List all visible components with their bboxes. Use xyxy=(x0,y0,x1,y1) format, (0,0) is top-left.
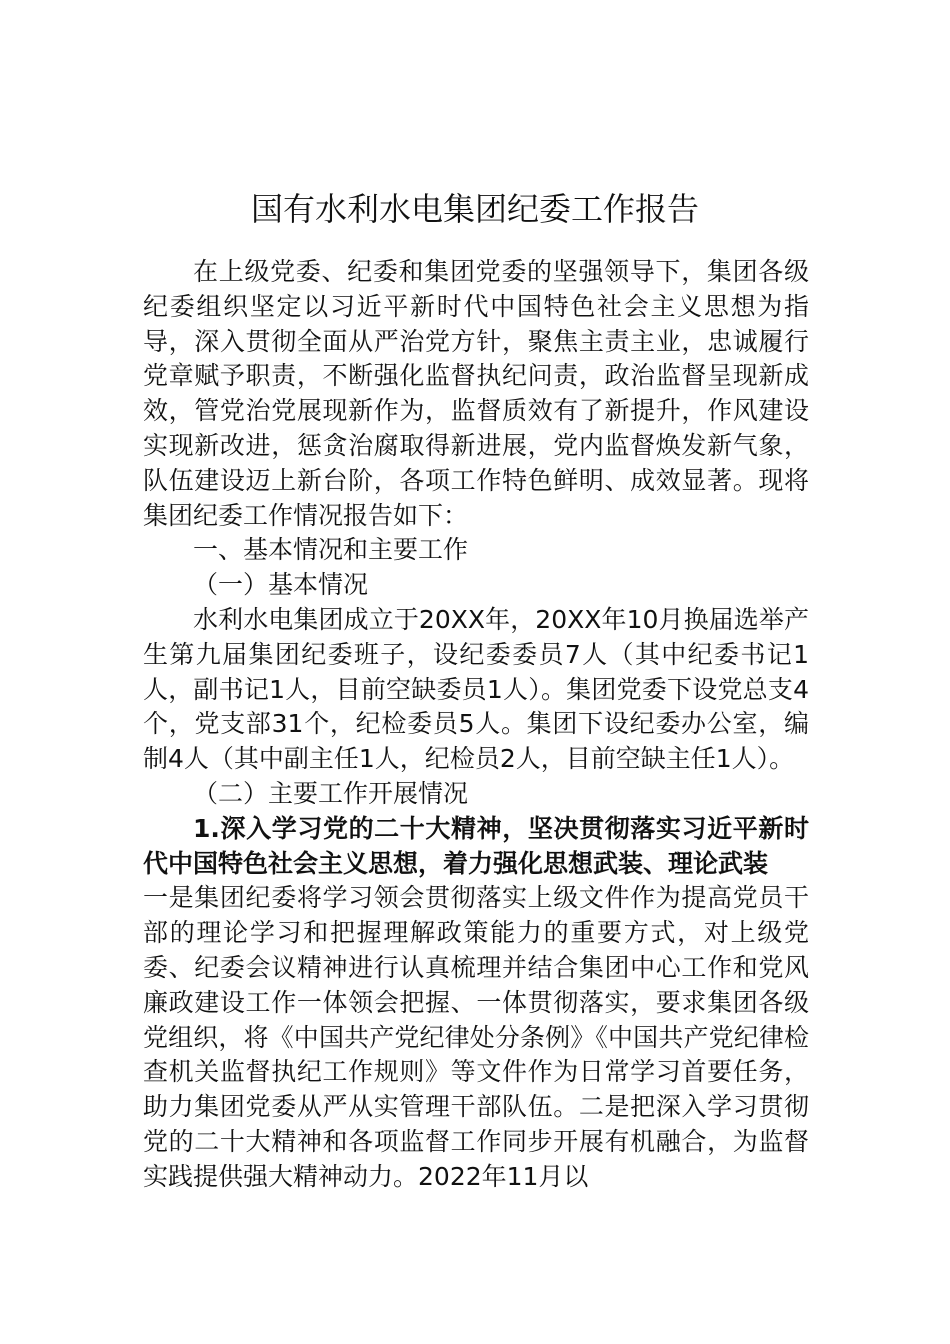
document-title: 国有水利水电集团纪委工作报告 xyxy=(250,190,699,229)
work-item-paragraph-1: 一是集团纪委将学习领会贯彻落实上级文件作为提高党员干部的理论学习和把握理解政策能力的重要方式，对上级党委、纪委会议精神进行认真梳理并结合集团中心工作和党风廉政建设工作一体领会把握、一体贯彻落实，要求集团各级党组织，将《中国共产党纪律处分条例》《中国共产党纪律检查机关监督执纪工作规则》等文件作为日常学习首要任务，助力集团党委从严从实管理干部队伍。二是把深入学习贯彻党的二十大精神和各项监督工作同步开展有机融合，为监督实践提供强大精神动力。2022年11月以 xyxy=(143,883,809,1191)
section-heading-1: 一、基本情况和主要工作 xyxy=(193,535,469,565)
basic-info-paragraph: 水利水电集团成立于20XX年，20XX年10月换届选举产生第九届集团纪委班子，设纪委委员7人（其中纪委书记1人，副书记1人，目前空缺委员1人）。集团党委下设党总支4个，党支部31个，纪检委员5人。集团下设纪委办公室，编制4人（其中副主任1人，纪检员2人，目前空缺主任1人）。 xyxy=(143,604,809,774)
subsection-heading-2: （二）主要工作开展情况 xyxy=(193,778,469,808)
work-item-heading-1: 1.深入学习党的二十大精神，坚决贯彻落实习近平新时代中国特色社会主义思想，着力强化思想武装、理论武装 xyxy=(143,813,809,878)
document-body xyxy=(143,255,809,1195)
intro-paragraph: 在上级党委、纪委和集团党委的坚强领导下，集团各级纪委组织坚定以习近平新时代中国特色社会主义思想为指导，深入贯彻全面从严治党方针，聚焦主责主业，忠诚履行党章赋予职责，不断强化监督执纪问责，政治监督呈现新成效，管党治党展现新作为，监督质效有了新提升，作风建设实现新改进，惩贪治腐取得新进展，党内监督焕发新气象，队伍建设迈上新台阶，各项工作特色鲜明、成效显著。现将集团纪委工作情况报告如下： xyxy=(143,257,809,530)
subsection-heading-1: （一）基本情况 xyxy=(193,570,369,600)
